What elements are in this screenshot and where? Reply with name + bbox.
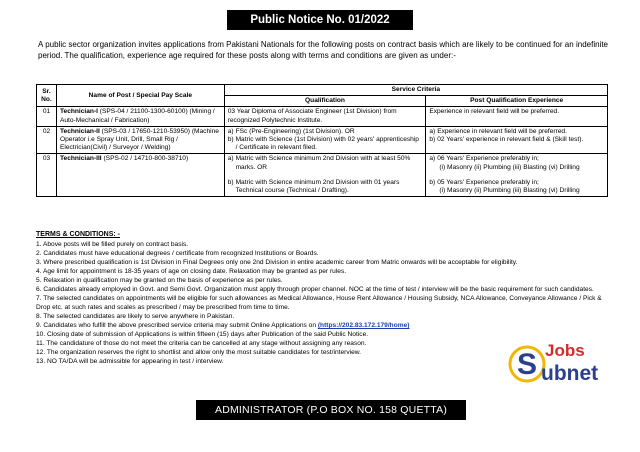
terms-title: TERMS & CONDITIONS: - [36, 231, 120, 238]
table-row [37, 126, 608, 154]
header-name: Name of Post / Special Pay Scale [56, 85, 224, 107]
header-criteria: Service Criteria [224, 85, 607, 96]
term-item: 7. The selected candidates on appointments will be eligible for such allowances as Medical Allowance, House Rent Allowance / Housing Subsidy, NCA Allowance, Conveyance Allowance / Pick & Drop etc. at such rates and scales as prescribed / may be prescribed from time to time. [36, 295, 602, 311]
logo-initial: S [516, 348, 538, 381]
logo-top-text: Jobs [545, 341, 585, 360]
experience-text: 06 Years' Experience preferably in; [437, 155, 539, 163]
item-marker: b) [429, 136, 436, 144]
row-experience [426, 107, 608, 126]
term-item: 8. The selected candidates are likely to serve anywhere in Pakistan. [36, 313, 235, 320]
row-post-name [56, 154, 224, 197]
post-title: Technician-I [59, 108, 98, 116]
post-title: Technician-II [59, 127, 100, 135]
header-experience: Post Qualification Experience [426, 96, 608, 107]
experience-text: Experience in relevant field will be preferred. [437, 127, 567, 135]
row-experience [426, 126, 608, 154]
qualification-text: Matric with Science minimum 2nd Division with 01 years Technical course (Technical / Drafting). [235, 178, 400, 195]
term-item: 1. Above posts will be filled purely on contract basis. [36, 241, 189, 248]
row-sr: 02 [37, 126, 57, 154]
post-title: Technician-III [59, 155, 102, 163]
row-experience [426, 154, 608, 197]
post-scale: (SPS-03 / 17650-1210-53950) (Machine Operator i.e Spray Unit, Drill, Small Rig / Electrician(Civil) / Surveyor / Welding) [59, 127, 219, 152]
experience-text: Experience in relevant field will be preferred. [429, 108, 560, 116]
item-marker: a) [429, 155, 436, 163]
post-scale: (SPS-04 / 21100-1300-60100) (Mining / Auto-Mechanical / Fabrication) [59, 108, 215, 124]
term-item: 11. The candidature of those do not meet the criteria can be cancelled at any stage without assigning any reason. [36, 340, 367, 347]
item-marker: b) [227, 136, 234, 144]
item-marker: a) [227, 127, 234, 135]
experience-text: (i) Masonry (ii) Plumbing (iii) Blasting (vi) Drilling [439, 163, 580, 171]
experience-text: 05 Years' Experience preferably in; [437, 178, 539, 186]
experience-text: (i) Masonry (ii) Plumbing (iii) Blasting (vi) Drilling [439, 187, 580, 195]
row-qualification [224, 154, 426, 197]
footer-address: ADMINISTRATOR (P.O BOX NO. 158 QUETTA) [196, 400, 466, 420]
term-item [36, 321, 608, 330]
item-marker: a) [227, 155, 234, 163]
row-sr: 03 [37, 154, 57, 197]
posts-table [36, 84, 608, 197]
term-item: 4. Age limit for appointment is 18-35 years of age on closing date. Relaxation may be granted as per rules. [36, 268, 347, 275]
header-qualification: Qualification [224, 96, 426, 107]
qualification-text: Matric with Science minimum 2nd Division with at least 50% marks. OR [235, 155, 411, 171]
item-marker: a) [429, 127, 436, 135]
row-qualification [224, 107, 426, 126]
row-qualification [224, 126, 426, 154]
experience-text: 02 Years' experience in relevant field & (Skill test). [437, 136, 584, 144]
term-item: 3. Where prescribed qualification is 1st Division in Final Degrees only one 2nd Division in entire academic career from Matric onwards will be acceptable for eligibility. [36, 259, 518, 266]
row-post-name [56, 126, 224, 154]
row-post-name [56, 107, 224, 126]
qualification-text: Matric with Science (1st Division) with 02 years' apprenticeship / Certificate in relevant filed. [235, 136, 419, 152]
term-item: 6. Candidates already employed in Govt. and Semi Govt. Organization must apply through proper channel. NOC at the time of test / interview will be the basic requirement for such candidates. [36, 286, 594, 293]
table-row [37, 107, 608, 126]
intro-paragraph: A public sector organization invites applications from Pakistani Nationals for the following posts on contract basis which are likely to be continued for an indefinite period. The qualification, experience age required for these posts along with terms and conditions are given as under:- [38, 40, 608, 60]
term-text: 9. Candidates who fulfill the above prescribed service criteria may submit Online Applications on [36, 322, 318, 329]
term-item: 13. NO TA/DA will be admissible for appearing in test / interview. [36, 358, 224, 365]
term-item: 10. Closing date of submission of Applications is within fifteen (15) days after Publication of the said Public Notice. [36, 331, 369, 338]
logo-bottom-text: ubnet [541, 362, 599, 385]
qualification-text: FSc (Pre-Engineering) (1st Division). OR [235, 127, 355, 135]
table-row [37, 154, 608, 197]
term-item: 5. Relaxation in qualification may be granted on the basis of experience as per rules. [36, 277, 283, 284]
item-marker: b) [429, 178, 436, 186]
row-sr: 01 [37, 107, 57, 126]
notice-title: Public Notice No. 01/2022 [227, 10, 413, 30]
jobs-subnet-logo [505, 334, 615, 392]
post-scale: (SPS-02 / 14710-800-38710) [101, 155, 189, 163]
item-marker: b) [227, 178, 234, 186]
term-item: 12. The organization reserves the right to shortlist and allow only the most suitable candidates for test/interview. [36, 349, 361, 356]
apply-online-link[interactable]: (https://202.83.172.179/home) [317, 322, 410, 329]
term-item: 2. Candidates must have educational degrees / certificate from recognized Institutions or Boards. [36, 250, 319, 257]
qualification-text: 03 Year Diploma of Associate Engineer (1st Division) from recognized Polytechnic Institute. [227, 108, 397, 124]
header-sr: Sr. No. [37, 85, 57, 107]
